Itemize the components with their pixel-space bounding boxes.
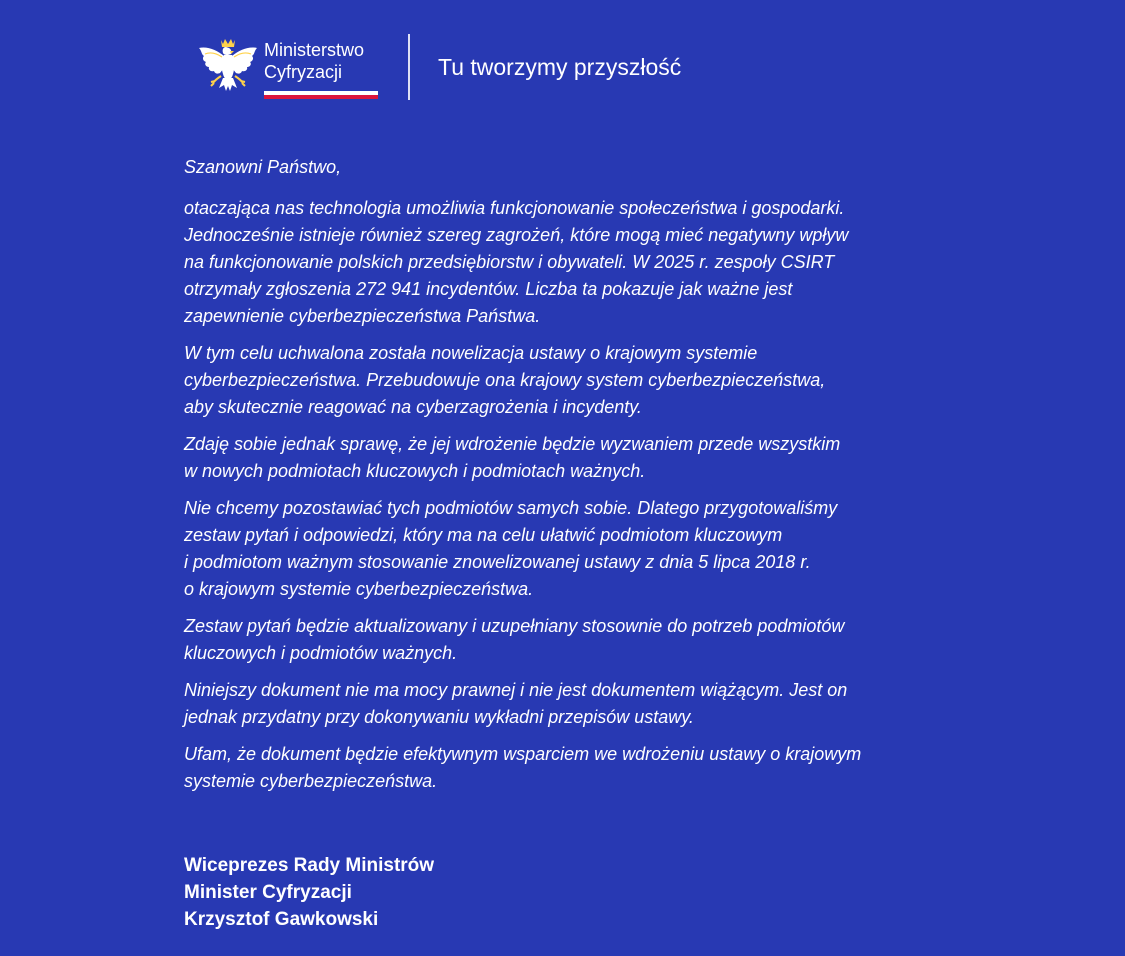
ministry-name-line2: Cyfryzacji (264, 62, 343, 82)
flag-red-stripe (264, 95, 378, 99)
letter-paragraph: W tym celu uchwalona została nowelizacja ustawy o krajowym systemie cyberbezpieczeństwa. Przebudowuje ona krajowy system cyberbezpieczeństwa, aby skutecznie reagować na cyberzagrożenia i incydenty. (184, 343, 826, 417)
letter-paragraph: Nie chcemy pozostawiać tych podmiotów samych sobie. Dlatego przygotowaliśmy zestaw pytań i odpowiedzi, który ma na celu ułatwić podmiotom kluczowym i podmiotom ważnym stosowanie znowelizowanej ustawy z dnia 5 lipca 2018 r. o krajowym systemie cyberbezpieczeństwa. (184, 498, 838, 599)
letter-signature (184, 852, 434, 933)
ministry-name-line1: Ministerstwo (264, 40, 365, 60)
letter-paragraph: Ufam, że dokument będzie efektywnym wsparciem we wdrożeniu ustawy o krajowym systemie cyberbezpieczeństwa. (184, 744, 862, 791)
letter-paragraph: Zestaw pytań będzie aktualizowany i uzupełniany stosownie do potrzeb podmiotów kluczowych i podmiotów ważnych. (184, 616, 845, 663)
letter-body (184, 154, 944, 805)
ministry-header (197, 34, 757, 100)
polish-eagle-icon (197, 36, 259, 98)
ministry-tagline: Tu tworzymy przyszłość (438, 54, 682, 80)
letter-paragraph: otaczająca nas technologia umożliwia funkcjonowanie społeczeństwa i gospodarki. Jednocześnie istnieje również szereg zagrożeń, które mogą mieć negatywny wpływ na funkcjonowanie polskich przedsiębiorstw i obywateli. W 2025 r. zespoły CSIRT otrzymały zgłoszenia 272 941 incydentów. Liczba ta pokazuje jak ważne jest zapewnienie cyberbezpieczeństwa Państwa. (184, 198, 849, 326)
polish-flag-bar (264, 91, 378, 99)
header-divider (408, 34, 410, 100)
ministry-logo-text (264, 39, 364, 83)
signature-office: Minister Cyfryzacji (184, 882, 352, 903)
letter-greeting: Szanowni Państwo, (184, 157, 342, 177)
letter-paragraph: Niniejszy dokument nie ma mocy prawnej i nie jest dokumentem wiążącym. Jest on jednak przydatny przy dokonywaniu wykładni przepisów ustawy. (184, 680, 848, 727)
letter-paragraph: Zdaję sobie jednak sprawę, że jej wdrożenie będzie wyzwaniem przede wszystkim w nowych podmiotach kluczowych i podmiotach ważnych. (184, 434, 841, 481)
signature-title: Wiceprezes Rady Ministrów (184, 855, 435, 876)
signature-name: Krzysztof Gawkowski (184, 909, 379, 930)
